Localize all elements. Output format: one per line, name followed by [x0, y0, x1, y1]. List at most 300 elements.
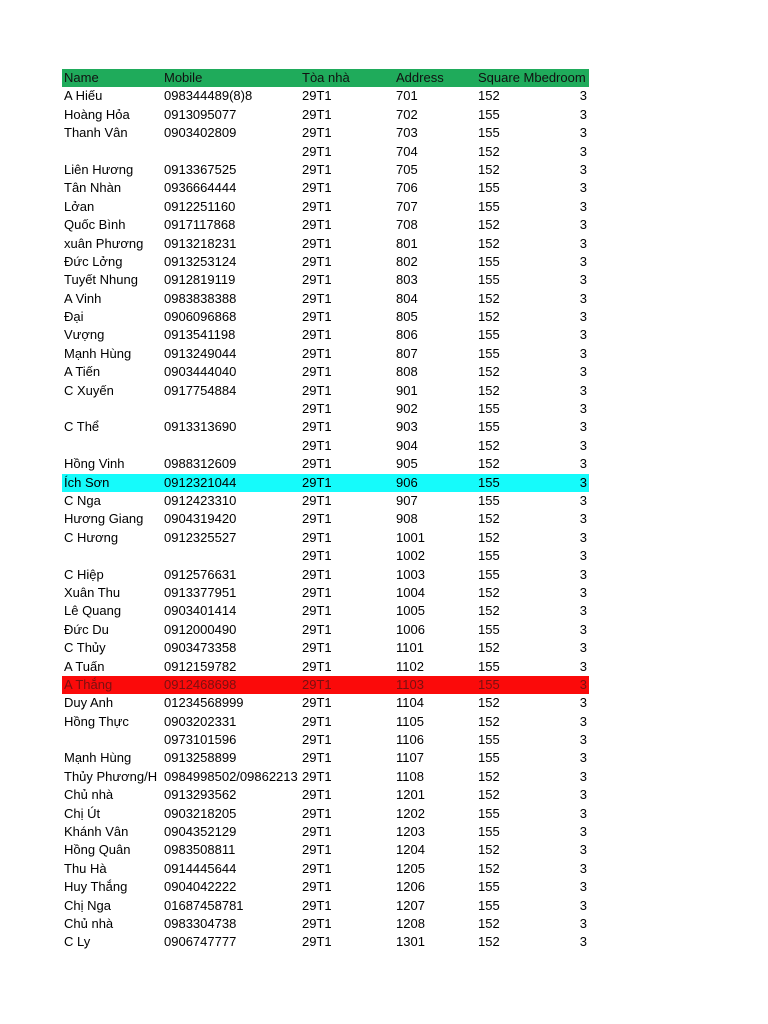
mobile-cell[interactable]: 0912159782: [164, 658, 237, 674]
mobile-cell[interactable]: 0917117868: [164, 217, 236, 233]
square-cell[interactable]: 155: [478, 658, 500, 674]
square-cell[interactable]: 152: [478, 768, 500, 784]
mobile-cell[interactable]: 0903401414: [164, 603, 237, 619]
bedroom-cell[interactable]: 3: [579, 345, 587, 361]
bedroom-cell[interactable]: 3: [579, 382, 587, 398]
building-cell[interactable]: 29T1: [302, 621, 396, 639]
table-row: [62, 713, 589, 731]
square-cell[interactable]: 155: [478, 750, 500, 766]
name-cell[interactable]: A Thắng: [64, 676, 113, 692]
name-cell[interactable]: [64, 437, 166, 455]
name-cell[interactable]: Hồng Quân: [64, 842, 131, 858]
square-cell[interactable]: 152: [478, 437, 500, 453]
square-cell[interactable]: 152: [478, 787, 500, 803]
bedroom-cell[interactable]: 3: [579, 474, 587, 490]
building-cell[interactable]: 29T1: [302, 768, 396, 786]
mobile-cell[interactable]: 0906747777: [164, 934, 237, 950]
address-cell[interactable]: 1101: [396, 639, 478, 657]
address-cell[interactable]: 907: [396, 492, 478, 510]
address-cell[interactable]: 1103: [396, 676, 424, 692]
mobile-cell[interactable]: 0913253124: [164, 253, 237, 269]
address-cell[interactable]: 904: [396, 437, 478, 455]
mobile-cell[interactable]: 0988312609: [164, 456, 237, 472]
square-cell[interactable]: 155: [478, 676, 500, 692]
name-cell[interactable]: Hoàng Hỏa: [64, 106, 130, 122]
mobile-cell[interactable]: 0983508811: [164, 842, 236, 858]
building-cell[interactable]: 29T1: [302, 841, 396, 859]
header-square-bedroom[interactable]: Square Mbedroom: [478, 70, 586, 85]
square-cell[interactable]: 155: [478, 824, 500, 840]
address-cell[interactable]: 706: [396, 179, 478, 197]
mobile-cell[interactable]: 0912000490: [164, 621, 237, 637]
square-cell[interactable]: 155: [478, 180, 500, 196]
name-cell[interactable]: C Xuyến: [64, 382, 114, 398]
mobile-cell[interactable]: 0912576631: [164, 566, 237, 582]
square-cell[interactable]: 152: [478, 382, 500, 398]
address-cell[interactable]: 1107: [396, 749, 478, 767]
address-cell[interactable]: 707: [396, 198, 478, 216]
building-cell[interactable]: 29T1: [302, 547, 396, 565]
square-cell[interactable]: 155: [478, 805, 500, 821]
bedroom-cell[interactable]: 3: [579, 272, 587, 288]
name-cell[interactable]: Chủ nhà: [64, 915, 114, 931]
address-cell[interactable]: 803: [396, 271, 478, 289]
address-cell[interactable]: 906: [396, 474, 418, 490]
bedroom-cell[interactable]: 3: [579, 437, 587, 453]
name-cell[interactable]: C Hương: [64, 529, 119, 545]
square-cell[interactable]: 152: [478, 915, 500, 931]
mobile-cell[interactable]: 0912819119: [164, 272, 236, 288]
address-cell[interactable]: 1105: [396, 713, 478, 731]
building-cell[interactable]: 29T1: [302, 713, 396, 731]
square-cell[interactable]: 155: [478, 879, 500, 895]
address-cell[interactable]: 1205: [396, 860, 478, 878]
table-row: [62, 179, 589, 197]
name-cell[interactable]: Chị Út: [64, 805, 101, 821]
mobile-cell[interactable]: 0912423310: [164, 492, 237, 508]
bedroom-cell[interactable]: 3: [579, 88, 587, 104]
mobile-cell[interactable]: 0913095077: [164, 106, 237, 122]
name-cell[interactable]: C Thể: [64, 419, 100, 435]
square-cell[interactable]: 155: [478, 327, 500, 343]
bedroom-cell[interactable]: 3: [579, 584, 587, 600]
table-row: [62, 290, 589, 308]
name-cell[interactable]: Lởan: [64, 198, 95, 214]
name-cell[interactable]: [64, 731, 166, 749]
name-cell[interactable]: Chị Nga: [64, 897, 111, 913]
mobile-cell[interactable]: 0913293562: [164, 787, 237, 803]
address-cell[interactable]: 1002: [396, 547, 478, 565]
square-cell[interactable]: 152: [478, 235, 500, 251]
square-cell[interactable]: 155: [478, 474, 500, 490]
header-address[interactable]: Address: [396, 70, 444, 85]
mobile-cell[interactable]: 01234568999: [164, 695, 244, 711]
square-cell[interactable]: 152: [478, 161, 500, 177]
mobile-cell[interactable]: [164, 143, 304, 161]
address-cell[interactable]: 1004: [396, 584, 478, 602]
name-cell[interactable]: Thanh Vân: [64, 125, 128, 141]
square-cell[interactable]: 152: [478, 529, 500, 545]
mobile-cell[interactable]: 0912251160: [164, 198, 236, 214]
name-cell[interactable]: C Thủy: [64, 640, 106, 656]
building-cell[interactable]: 29T1: [302, 658, 396, 676]
bedroom-cell[interactable]: 3: [579, 492, 587, 508]
name-cell[interactable]: Huy Thắng: [64, 879, 128, 895]
bedroom-cell[interactable]: 3: [579, 106, 587, 122]
bedroom-cell[interactable]: 3: [579, 198, 587, 214]
building-cell[interactable]: 29T1: [302, 253, 396, 271]
mobile-cell[interactable]: 0917754884: [164, 382, 237, 398]
bedroom-cell[interactable]: 3: [579, 676, 587, 692]
name-cell[interactable]: Quốc Bình: [64, 217, 126, 233]
table-row: [62, 786, 589, 804]
square-cell[interactable]: 152: [478, 511, 500, 527]
building-cell[interactable]: 29T1: [302, 474, 332, 490]
address-cell[interactable]: 802: [396, 253, 478, 271]
address-cell[interactable]: 1201: [396, 786, 478, 804]
mobile-cell[interactable]: 0936664444: [164, 180, 237, 196]
mobile-cell[interactable]: 0903202331: [164, 713, 237, 729]
mobile-cell[interactable]: 0973101596: [164, 732, 237, 748]
mobile-cell[interactable]: 0903218205: [164, 805, 237, 821]
bedroom-cell[interactable]: 3: [579, 548, 587, 564]
name-cell[interactable]: Mạnh Hùng: [64, 345, 132, 361]
table-row: [62, 584, 589, 602]
bedroom-cell[interactable]: 3: [579, 621, 587, 637]
building-cell[interactable]: 29T1: [302, 805, 396, 823]
building-cell[interactable]: 29T1: [302, 529, 396, 547]
bedroom-cell[interactable]: 3: [579, 768, 587, 784]
building-cell[interactable]: 29T1: [302, 216, 396, 234]
bedroom-cell[interactable]: 3: [579, 787, 587, 803]
bedroom-cell[interactable]: 3: [579, 915, 587, 931]
address-cell[interactable]: 708: [396, 216, 478, 234]
square-cell[interactable]: 152: [478, 934, 500, 950]
mobile-cell[interactable]: 0913541198: [164, 327, 236, 343]
building-cell[interactable]: 29T1: [302, 179, 396, 197]
header-building[interactable]: Tòa nhà: [302, 70, 350, 85]
building-cell[interactable]: 29T1: [302, 143, 396, 161]
bedroom-cell[interactable]: 3: [579, 805, 587, 821]
address-cell[interactable]: 1006: [396, 621, 478, 639]
building-cell[interactable]: 29T1: [302, 602, 396, 620]
building-cell[interactable]: 29T1: [302, 124, 396, 142]
name-cell[interactable]: Vượng: [64, 327, 105, 343]
name-cell[interactable]: Mạnh Hùng: [64, 750, 132, 766]
mobile-cell[interactable]: 0904352129: [164, 824, 237, 840]
mobile-cell[interactable]: 0913218231: [164, 235, 237, 251]
mobile-cell[interactable]: 0903473358: [164, 640, 237, 656]
square-cell[interactable]: 155: [478, 548, 500, 564]
building-cell[interactable]: 29T1: [302, 87, 396, 105]
table-row: [62, 106, 589, 124]
name-cell[interactable]: xuân Phương: [64, 235, 144, 251]
square-cell[interactable]: 155: [478, 125, 500, 141]
address-cell[interactable]: 807: [396, 345, 478, 363]
address-cell[interactable]: 805: [396, 308, 478, 326]
building-cell[interactable]: 29T1: [302, 198, 396, 216]
mobile-cell[interactable]: 0913377951: [164, 584, 237, 600]
address-cell[interactable]: 1202: [396, 805, 478, 823]
bedroom-cell[interactable]: 3: [579, 180, 587, 196]
mobile-cell[interactable]: 0912468698: [164, 676, 237, 692]
name-cell[interactable]: [64, 400, 166, 418]
name-cell[interactable]: Đại: [64, 309, 84, 325]
building-cell[interactable]: 29T1: [302, 345, 396, 363]
square-cell[interactable]: 152: [478, 143, 500, 159]
building-cell[interactable]: 29T1: [302, 235, 396, 253]
name-cell[interactable]: Lê Quang: [64, 603, 122, 619]
building-cell[interactable]: 29T1: [302, 106, 396, 124]
address-cell[interactable]: 1208: [396, 915, 478, 933]
square-cell[interactable]: 155: [478, 198, 500, 214]
square-cell[interactable]: 152: [478, 217, 500, 233]
table-row: [62, 933, 589, 951]
building-cell[interactable]: 29T1: [302, 933, 396, 951]
square-cell[interactable]: 155: [478, 272, 500, 288]
mobile-cell[interactable]: [164, 437, 304, 455]
name-cell[interactable]: Thu Hà: [64, 860, 107, 876]
mobile-cell[interactable]: 0913258899: [164, 750, 237, 766]
building-cell[interactable]: 29T1: [302, 437, 396, 455]
bedroom-cell[interactable]: 3: [579, 695, 587, 711]
name-cell[interactable]: Đức Du: [64, 621, 109, 637]
square-cell[interactable]: 155: [478, 492, 500, 508]
address-cell[interactable]: 902: [396, 400, 478, 418]
mobile-cell[interactable]: 0983304738: [164, 915, 237, 931]
mobile-cell[interactable]: 098344489(8)8: [164, 88, 253, 104]
bedroom-cell[interactable]: 3: [579, 217, 587, 233]
square-cell[interactable]: 152: [478, 88, 500, 104]
address-cell[interactable]: 705: [396, 161, 478, 179]
square-cell[interactable]: 152: [478, 695, 500, 711]
bedroom-cell[interactable]: 3: [579, 897, 587, 913]
mobile-cell[interactable]: 0983838388: [164, 290, 237, 306]
address-cell[interactable]: 903: [396, 418, 478, 436]
mobile-cell[interactable]: 0913313690: [164, 419, 237, 435]
name-cell[interactable]: Duy Anh: [64, 695, 114, 711]
bedroom-cell[interactable]: 3: [579, 143, 587, 159]
building-cell[interactable]: 29T1: [302, 161, 396, 179]
name-cell[interactable]: Ích Sơn: [64, 474, 110, 490]
address-cell[interactable]: 905: [396, 455, 478, 473]
table-row: [62, 474, 589, 492]
bedroom-cell[interactable]: 3: [579, 456, 587, 472]
name-cell[interactable]: Thủy Phương/H: [64, 768, 158, 784]
square-cell[interactable]: 155: [478, 621, 500, 637]
building-cell[interactable]: 29T1: [302, 326, 396, 344]
mobile-cell[interactable]: 0914445644: [164, 860, 237, 876]
address-cell[interactable]: 804: [396, 290, 478, 308]
building-cell[interactable]: 29T1: [302, 308, 396, 326]
mobile-cell[interactable]: 0906096868: [164, 309, 237, 325]
address-cell[interactable]: 1001: [396, 529, 478, 547]
name-cell[interactable]: Tân Nhàn: [64, 180, 122, 196]
name-cell[interactable]: Hương Giang: [64, 511, 144, 527]
bedroom-cell[interactable]: 3: [579, 235, 587, 251]
mobile-cell[interactable]: 0903402809: [164, 125, 237, 141]
square-cell[interactable]: 155: [478, 732, 500, 748]
bedroom-cell[interactable]: 3: [579, 934, 587, 950]
building-cell[interactable]: 29T1: [302, 823, 396, 841]
mobile-cell[interactable]: 0913249044: [164, 345, 237, 361]
name-cell[interactable]: C Ly: [64, 934, 91, 950]
building-cell[interactable]: 29T1: [302, 639, 396, 657]
address-cell[interactable]: 1206: [396, 878, 478, 896]
building-cell[interactable]: 29T1: [302, 510, 396, 528]
address-cell[interactable]: 703: [396, 124, 478, 142]
bedroom-cell[interactable]: 3: [579, 327, 587, 343]
name-cell[interactable]: A Hiếu: [64, 88, 103, 104]
bedroom-cell[interactable]: 3: [579, 401, 587, 417]
address-cell[interactable]: 1203: [396, 823, 478, 841]
mobile-cell[interactable]: 01687458781: [164, 897, 244, 913]
table-row: [62, 216, 589, 234]
table-row: [62, 253, 589, 271]
square-cell[interactable]: 155: [478, 419, 500, 435]
square-cell[interactable]: 152: [478, 584, 500, 600]
address-cell[interactable]: 908: [396, 510, 478, 528]
building-cell[interactable]: 29T1: [302, 878, 396, 896]
mobile-cell[interactable]: 0903444040: [164, 364, 237, 380]
address-cell[interactable]: 1204: [396, 841, 478, 859]
name-cell[interactable]: A Tiến: [64, 364, 101, 380]
building-cell[interactable]: 29T1: [302, 694, 396, 712]
name-cell[interactable]: C Nga: [64, 492, 101, 508]
building-cell[interactable]: 29T1: [302, 749, 396, 767]
mobile-cell[interactable]: 0913367525: [164, 161, 237, 177]
bedroom-cell[interactable]: 3: [579, 842, 587, 858]
square-cell[interactable]: 152: [478, 860, 500, 876]
building-cell[interactable]: 29T1: [302, 455, 396, 473]
square-cell[interactable]: 152: [478, 456, 500, 472]
bedroom-cell[interactable]: 3: [579, 529, 587, 545]
name-cell[interactable]: Đức Lởng: [64, 253, 123, 269]
name-cell[interactable]: Chủ nhà: [64, 787, 114, 803]
mobile-cell[interactable]: 0912325527: [164, 529, 237, 545]
address-cell[interactable]: 1005: [396, 602, 478, 620]
bedroom-cell[interactable]: 3: [579, 125, 587, 141]
building-cell[interactable]: 29T1: [302, 897, 396, 915]
bedroom-cell[interactable]: 3: [579, 566, 587, 582]
header-mobile[interactable]: Mobile: [164, 70, 203, 85]
address-cell[interactable]: 1003: [396, 566, 478, 584]
square-cell[interactable]: 152: [478, 290, 500, 306]
building-cell[interactable]: 29T1: [302, 271, 396, 289]
bedroom-cell[interactable]: 3: [579, 419, 587, 435]
building-cell[interactable]: 29T1: [302, 915, 396, 933]
bedroom-cell[interactable]: 3: [579, 309, 587, 325]
name-cell[interactable]: A Vinh: [64, 290, 102, 306]
table-row: [62, 805, 589, 823]
bedroom-cell[interactable]: 3: [579, 658, 587, 674]
building-cell[interactable]: 29T1: [302, 786, 396, 804]
building-cell[interactable]: 29T1: [302, 290, 396, 308]
building-cell[interactable]: 29T1: [302, 382, 396, 400]
name-cell[interactable]: Khánh Vân: [64, 824, 129, 840]
name-cell[interactable]: Xuân Thu: [64, 584, 121, 600]
table-row: [62, 271, 589, 289]
address-cell[interactable]: 901: [396, 382, 478, 400]
mobile-cell[interactable]: [164, 400, 304, 418]
building-cell[interactable]: 29T1: [302, 731, 396, 749]
name-cell[interactable]: Tuyết Nhung: [64, 272, 138, 288]
square-cell[interactable]: 152: [478, 713, 500, 729]
address-cell[interactable]: 1104: [396, 694, 478, 712]
address-cell[interactable]: 702: [396, 106, 478, 124]
bedroom-cell[interactable]: 3: [579, 732, 587, 748]
building-cell[interactable]: 29T1: [302, 584, 396, 602]
header-name[interactable]: Name: [64, 70, 99, 85]
building-cell[interactable]: 29T1: [302, 418, 396, 436]
bedroom-cell[interactable]: 3: [579, 290, 587, 306]
square-cell[interactable]: 155: [478, 401, 500, 417]
square-cell[interactable]: 155: [478, 566, 500, 582]
building-cell[interactable]: 29T1: [302, 492, 396, 510]
bedroom-cell[interactable]: 3: [579, 511, 587, 527]
bedroom-cell[interactable]: 3: [579, 860, 587, 876]
bedroom-cell[interactable]: 3: [579, 364, 587, 380]
bedroom-cell[interactable]: 3: [579, 750, 587, 766]
mobile-cell[interactable]: 0912321044: [164, 474, 237, 490]
bedroom-cell[interactable]: 3: [579, 640, 587, 656]
table-row: [62, 658, 589, 676]
building-cell[interactable]: 29T1: [302, 400, 396, 418]
address-cell[interactable]: 801: [396, 235, 478, 253]
mobile-cell[interactable]: 0904319420: [164, 511, 237, 527]
bedroom-cell[interactable]: 3: [579, 161, 587, 177]
name-cell[interactable]: Hồng Thực: [64, 713, 129, 729]
mobile-cell[interactable]: 0984998502/09862213: [164, 768, 298, 784]
bedroom-cell[interactable]: 3: [579, 824, 587, 840]
building-cell[interactable]: 29T1: [302, 676, 332, 692]
building-cell[interactable]: 29T1: [302, 860, 396, 878]
square-cell[interactable]: 152: [478, 364, 500, 380]
address-cell[interactable]: 704: [396, 143, 478, 161]
name-cell[interactable]: A Tuấn: [64, 658, 105, 674]
address-cell[interactable]: 806: [396, 326, 478, 344]
square-cell[interactable]: 152: [478, 842, 500, 858]
address-cell[interactable]: 1108: [396, 768, 478, 786]
bedroom-cell[interactable]: 3: [579, 603, 587, 619]
address-cell[interactable]: 808: [396, 363, 478, 381]
bedroom-cell[interactable]: 3: [579, 253, 587, 269]
name-cell[interactable]: Hồng Vinh: [64, 456, 125, 472]
building-cell[interactable]: 29T1: [302, 363, 396, 381]
mobile-cell[interactable]: 0904042222: [164, 879, 237, 895]
address-cell[interactable]: 1102: [396, 658, 478, 676]
building-cell[interactable]: 29T1: [302, 566, 396, 584]
square-cell[interactable]: 155: [478, 897, 500, 913]
square-cell[interactable]: 152: [478, 603, 500, 619]
mobile-cell[interactable]: [164, 547, 304, 565]
address-cell[interactable]: 1106: [396, 731, 478, 749]
name-cell[interactable]: Liên Hương: [64, 161, 134, 177]
name-cell[interactable]: [64, 547, 166, 565]
address-cell[interactable]: 701: [396, 87, 478, 105]
square-cell[interactable]: 152: [478, 309, 500, 325]
bedroom-cell[interactable]: 3: [579, 713, 587, 729]
address-cell[interactable]: 1207: [396, 897, 478, 915]
square-cell[interactable]: 155: [478, 253, 500, 269]
name-cell[interactable]: C Hiệp: [64, 566, 104, 582]
address-cell[interactable]: 1301: [396, 933, 478, 951]
square-cell[interactable]: 155: [478, 106, 500, 122]
square-cell[interactable]: 155: [478, 345, 500, 361]
bedroom-cell[interactable]: 3: [579, 879, 587, 895]
square-cell[interactable]: 152: [478, 640, 500, 656]
name-cell[interactable]: [64, 143, 166, 161]
